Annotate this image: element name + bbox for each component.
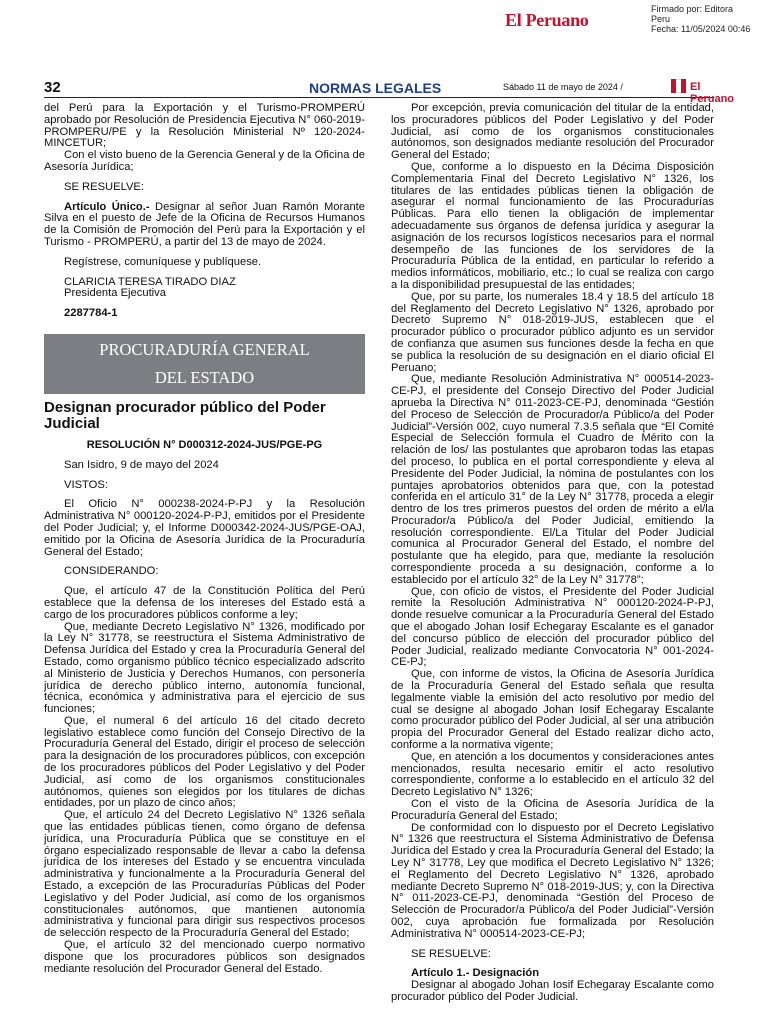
header-date: Sábado 11 de mayo de 2024 / <box>503 82 623 92</box>
paragraph: El Oficio N° 000238-2024-P-PJ y la Resolución Administrativa N° 000120-2024-P-PJ, emitidos por el Presidente del Poder Judicial; y, el Informe D000342-2024-JUS/PGE-OAJ, emitido por la Oficina de Asesoría Jurídica de la Procuraduría General del Estado; <box>44 498 365 558</box>
signatory-name: CLARICIA TERESA TIRADO DIAZ <box>64 275 236 288</box>
paragraph: VISTOS: <box>64 478 108 491</box>
right-column <box>391 103 714 1004</box>
paragraph: Que, por su parte, los numerales 18.4 y 18.5 del artículo 18 del Reglamento del Decreto Legislativo N° 1326, aprobado por Decreto Supremo N° 018-2019-JUS, establecen que el procurador público o procurador público adjunto es un servidor de confianza que asumen sus funciones desde la fecha en que se publica la resolución de su designación en el diario oficial El Peruano; <box>391 290 714 374</box>
paragraph: Que, el artículo 32 del mencionado cuerpo normativo dispone que los procuradores públicos son designados mediante resolución del Procurador General del Estado. <box>44 939 365 975</box>
paragraph: Que, conforme a lo dispuesto en la Décima Disposición Complementaria Final del Decreto Legislativo N° 1326, los titulares de las entidades públicas tienen la obligación de asegurar el normal funcionamiento de las Procuradurías Públicas. Para ello tienen la obligación de implementar adecuadamente sus órganos de defensa jurídica y asegurar la asignación de los recursos logísticos necesarios para el normal desempeño de las funciones de los servidores de la Procuraduría Pública de la entidad, en particular lo referido a medios informáticos, mobiliario, etc.; lo cual se realiza con cargo a la disponibilidad presupuestal de las entidades; <box>391 160 714 291</box>
left-column <box>44 103 365 975</box>
publication-code: 2287784-1 <box>64 307 118 320</box>
paragraph: CONSIDERANDO: <box>64 565 159 578</box>
paragraph: Que, mediante Resolución Administrativa N° 000514-2023-CE-PJ, el presidente del Consejo Directivo del Poder Judicial aprueba la Directiva N° 011-2023-CE-PJ, denominada “Gestión del Proceso de Selección de Procurador/a Público/a del Poder Judicial”-Versión 002, cuyo numeral 7.3.5 señala que “El Comité Especial de Selección formula el Cuadro de Mérito con la relación de los/ las postulantes que aprobaron todas las etapas del proceso, lo publica en el portal correspondiente y eleva al Presidente del Poder Judicial, la nómina de postulantes con los puntajes aprobatorios obtenidos para que, con la potestad conferida en el artículo 31° de la Ley N° 31778, proceda a elegir dentro de los tres primeros puestos del orden de mérito a el/la Procurador/a Público/a del Poder Judicial, emitiendo la resolución correspondiente. El/La Titular del Poder Judicial comunica al Procurador General del Estado, el nombre del postulante que ha elegido, para que, mediante la resolución correspondiente proceda a su designación, conforme a lo establecido por el artículo 32° de la Ley N° 31778”; <box>391 373 714 586</box>
signatory-title: Presidenta Ejecutiva <box>64 287 166 300</box>
paragraph: Que, con oficio de vistos, el Presidente del Poder Judicial remite la Resolución Administrativa N° 000120-2024-P-PJ, donde resuelve comunicar a la Procuraduría General del Estado que el abogado Johan Iosif Echegaray Escalante es el ganador del concurso público de elección del procurador público del Poder Judicial, realizado mediante Convocatoria N° 001-2024-CE-PJ; <box>391 585 714 669</box>
paragraph: SE RESUELVE: <box>64 180 144 193</box>
peru-flag-icon <box>671 79 687 93</box>
signature-logo: El Peruano <box>505 10 589 30</box>
page-number: 32 <box>44 79 61 96</box>
paragraph: Que, con informe de vistos, la Oficina de Asesoría Jurídica de la Procuraduría General del Estado señala que resulta legalmente viable la emisión del acto resolutivo por medio del cual se designe al abogado Johan Iosif Echegaray Escalante como procurador público del Poder Judicial, al ser una atribución propia del Procurador General del Estado realizar dicho acto, conforme a la normativa vigente; <box>391 668 714 752</box>
paragraph: Por excepción, previa comunicación del titular de la entidad, los procuradores públicos del Poder Legislativo y del Poder Judicial, así como de los organismos constitucionales autónomos, son designados mediante resolución del Procurador General del Estado; <box>391 102 714 162</box>
paragraph: Designar al abogado Johan Iosif Echegaray Escalante como procurador público del Poder Judicial. <box>391 979 714 1003</box>
section-title: NORMAS LEGALES <box>309 80 442 96</box>
paragraph: SE RESUELVE: <box>411 947 491 960</box>
paragraph: Que, en atención a los documentos y consideraciones antes mencionados, resulta necesario emitir el acto resolutivo correspondiente, conforme a lo establecido en el artículo 32 del Decreto Legislativo N° 1326; <box>391 750 714 799</box>
paragraph: Que, el artículo 47 de la Constitución Política del Perú establece que la defensa de los intereses del Estado está a cargo de los procuradores públicos conforme a ley; <box>44 585 365 621</box>
paragraph: Con el visto bueno de la Gerencia General y de la Oficina de Asesoría Jurídica; <box>44 149 365 173</box>
paragraph: Que, el artículo 24 del Decreto Legislativo N° 1326 señala que las entidades públicas tienen, como órgano de defensa jurídica, una Procuraduría Pública que se constituye en el órgano especializado responsable de llevar a cabo la defensa jurídica de los intereses del Estado y se encuentra vinculada administrativa y funcionalmente a la Procuraduría General del Estado, a excepción de las Procuradurías Públicas del Poder Legislativo y del Poder Judicial, así como de los organismos constitucionales autónomos, que mantienen autonomía administrativa y funcional para dirigir sus respectivos procesos de selección respecto de la Procuraduría General del Estado; <box>44 809 365 940</box>
section-banner: PROCURADURÍA GENERAL DEL ESTADO <box>44 334 365 394</box>
paragraph: Que, mediante Decreto Legislativo N° 1326, modificado por la Ley N° 31778, se reestructura el Sistema Administrativo de Defensa Jurídica del Estado y crea la Procuraduría General del Estado, como organismo público técnico especializado adscrito al Ministerio de Justicia y Derechos Humanos, con personería jurídica de derecho público interno, autonomía funcional, técnica, económica y administrativa para el ejercicio de sus funciones; <box>44 620 365 716</box>
paragraph: Que, el numeral 6 del artículo 16 del citado decreto legislativo establece como función del Consejo Directivo de la Procuraduría General del Estado, dirigir el proceso de selección para la designación de los procuradores públicos, con excepción de los procuradores públicos del Poder Legislativo y del Poder Judicial, así como de los organismos constitucionales autónomos, quienes son elegidos por los titulares de dichas entidades, por un plazo de cinco años; <box>44 714 365 810</box>
page-header <box>44 79 735 105</box>
place-date: San Isidro, 9 de mayo del 2024 <box>64 458 219 471</box>
paragraph: De conformidad con lo dispuesto por el Decreto Legislativo N° 1326 que reestructura el Sistema Administrativo de Defensa Jurídica del Estado y crea la Procuraduría General del Estado; la Ley N° 31778, Ley que modifica el Decreto Legislativo N° 1326; el Reglamento del Decreto Legislativo N° 1326, aprobado mediante Decreto Supremo N° 018-2019-JUS; y, con la Directiva N° 011-2023-CE-PJ, denominada “Gestión del Proceso de Selección de Procurador/a Público/a del Poder Judicial”-Versión 002, cuya aprobación fue formalizada por Resolución Administrativa N° 000514-2023-CE-PJ; <box>391 821 714 940</box>
paragraph: Artículo Único.- Designar al señor Juan Ramón Morante Silva en el puesto de Jefe de la Oficina de Recursos Humanos de la Comisión de Promoción del Perú para la Exportación y el Turismo - PROMPERÚ, a partir del 13 de mayo de 2024. <box>44 200 365 248</box>
digital-signature <box>0 2 768 32</box>
document-title: Designan procurador público del Poder Judicial <box>44 398 326 432</box>
resolution-number: RESOLUCIÓN N° D000312-2024-JUS/PGE-PG <box>86 438 323 451</box>
paragraph: Con el visto de la Oficina de Asesoría Jurídica de la Procuraduría General del Estado; <box>391 798 714 822</box>
article-label: Artículo Único.- <box>64 200 150 213</box>
paragraph: Regístrese, comuníquese y publíquese. <box>64 255 262 268</box>
header-logo: El Peruano <box>690 81 735 105</box>
paragraph: del Perú para la Exportación y el Turismo-PROMPERÚ aprobado por Resolución de Presidencia Ejecutiva N° 060-2019-PROMPERU/PE y la Resolución Ministerial Nº 120-2024-MINCETUR; <box>44 102 365 150</box>
article-heading: Artículo 1.- Designación <box>411 967 540 980</box>
signature-text: Firmado por: Editora Peru Fecha: 11/05/2024 00:46 <box>651 4 751 34</box>
